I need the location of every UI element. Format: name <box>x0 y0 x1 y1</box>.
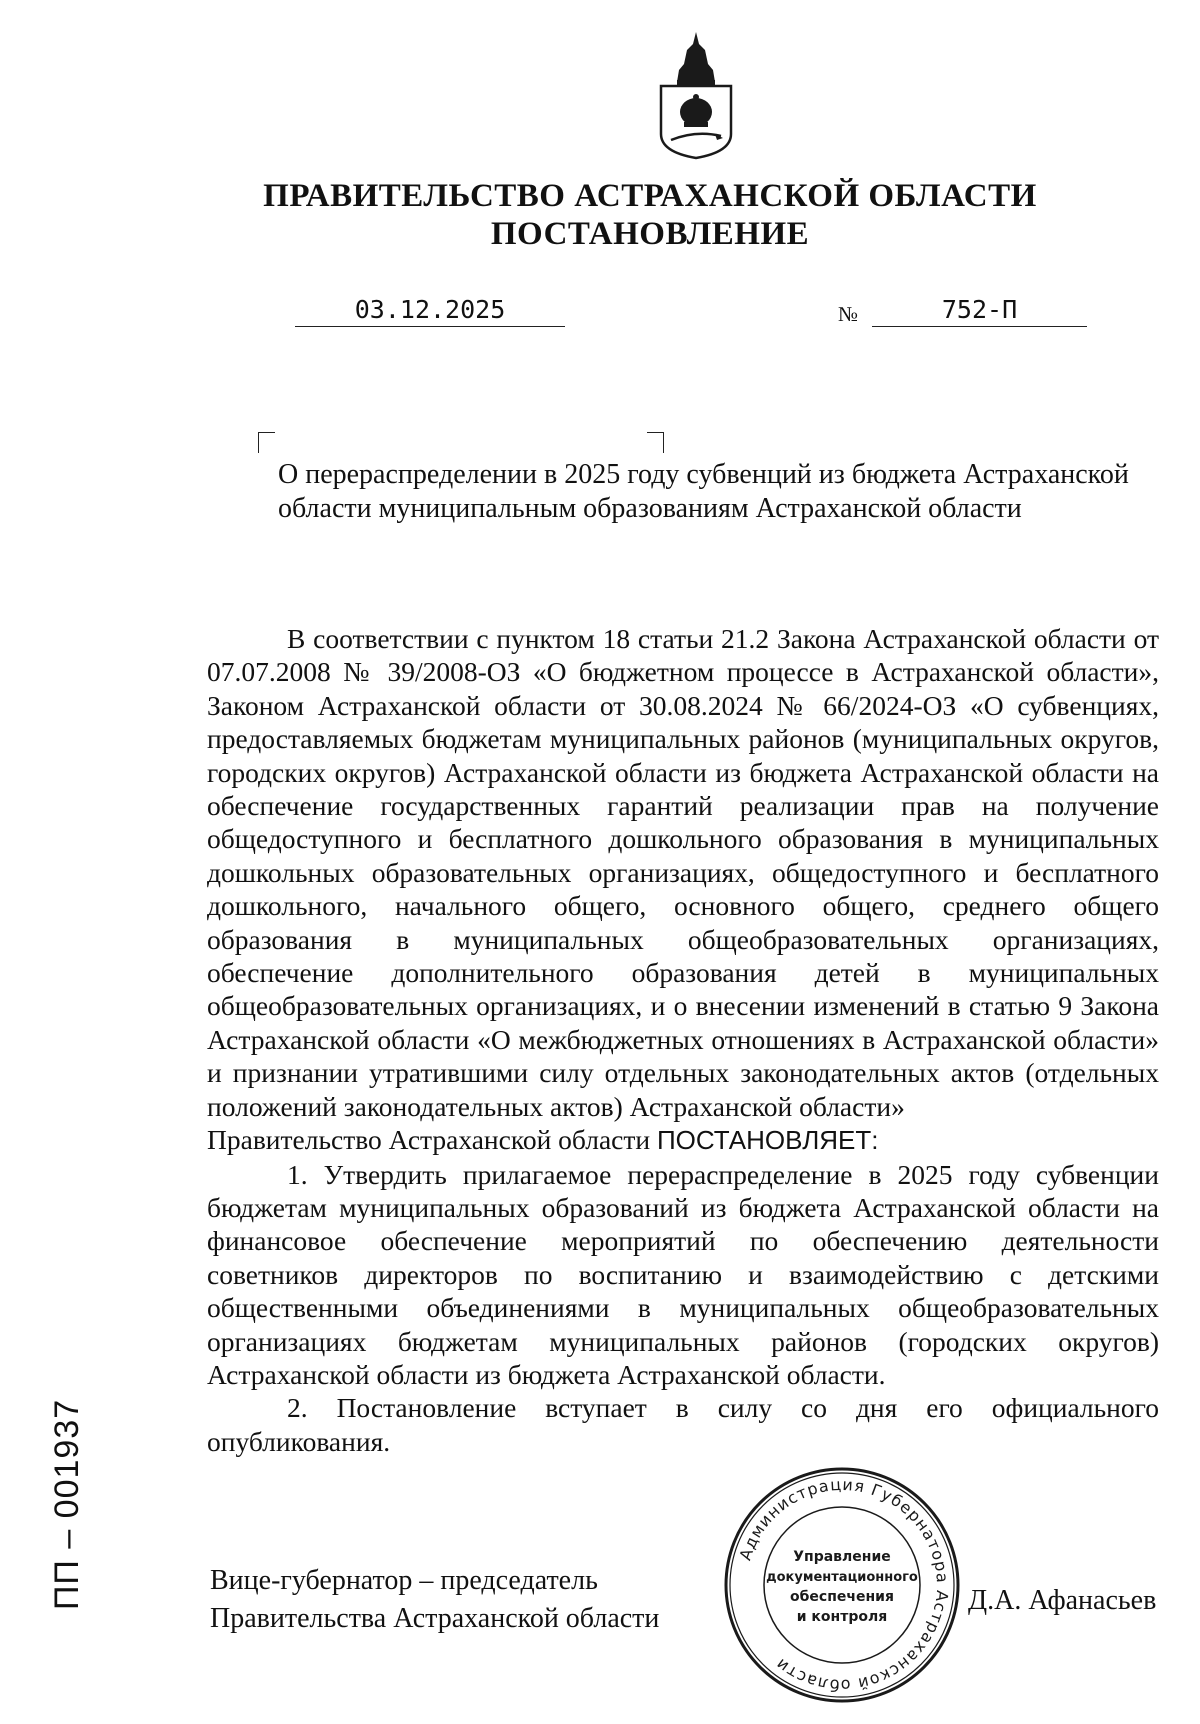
number-sign: № <box>838 302 859 326</box>
signatory-name: Д.А. Афанасьев <box>968 1585 1157 1616</box>
signatory-title-line1: Вице-губернатор – председатель <box>210 1565 598 1596</box>
signatory-title-line2: Правительства Астраханской области <box>210 1603 660 1634</box>
resolution-word: ПОСТАНОВЛЯЕТ: <box>656 1125 879 1156</box>
signatory-title <box>210 1562 659 1638</box>
stamp-line3: обеспечения <box>790 1589 894 1605</box>
item-2: 2. Постановление вступает в силу со дня его официального опубликования. <box>207 1392 1159 1457</box>
subject-corner-left <box>258 432 275 453</box>
preamble-paragraph: В соответствии с пунктом 18 статьи 21.2 Закона Астраханской области от 07.07.2008 № 39/2008-ОЗ «О бюджетном процессе в Астраханской области», Законом Астраханской области от 30.08.2024 № 66/2024-ОЗ «О субвенциях, предоставляемых бюджетам муниципальных районов (муниципальных округов, городских округов) Астраханской области из бюджета Астраханской области на обеспечение государственных гарантий реализации прав на получение общедоступного и бесплатного дошкольного образования в муниципальных дошкольных образовательных организациях, общедоступного и бесплатного дошкольного, начального общего, основного общего, среднего общего образования в муниципальных общеобразовательных организациях, обеспечение дополнительного образования детей в муниципальных общеобразовательных организациях, и о внесении изменений в статью 9 Закона Астраханской области «О межбюджетных отношениях в Астраханской области» и признании утратившими силу отдельных законодательных актов (отдельных положений законодательных актов) Астраханской области» <box>207 623 1159 1122</box>
document-date: 03.12.2025 <box>295 295 565 327</box>
document-type-title: ПОСТАНОВЛЕНИЕ <box>490 216 810 252</box>
resolution-lead: Правительство Астраханской области <box>207 1124 651 1156</box>
stamp-line4: и контроля <box>796 1609 888 1625</box>
item-1: 1. Утвердить прилагаемое перераспределение в 2025 году субвенции бюджетам муниципальных образований из бюджета Астраханской области на финансовое обеспечение мероприятий по обеспечению деятельности советников директоров по воспитанию и взаимодействию с детскими общественными объединениями в муниципальных общеобразовательных организациях бюджетам муниципальных районов (городских округов) Астраханской области из бюджета Астраханской области. <box>207 1158 1159 1390</box>
document-subject: О перераспределении в 2025 году субвенций из бюджета Астраханской области муниципальным образованиям Астраханской области <box>278 459 1129 524</box>
stamp-outer-text: Администрация Губернатора Астраханской области <box>735 1474 953 1696</box>
margin-code-text: ПП – 001937 <box>48 1398 86 1610</box>
organization-title: ПРАВИТЕЛЬСТВО АСТРАХАНСКОЙ ОБЛАСТИ <box>263 178 1037 214</box>
official-stamp <box>722 1465 962 1705</box>
stamp-line1: Управление <box>793 1549 891 1565</box>
document-number: 752-П <box>872 295 1087 327</box>
coat-of-arms-emblem <box>655 30 737 160</box>
subject-corner-right <box>647 432 664 453</box>
resolution-line <box>207 1123 1159 1157</box>
stamp-line2: документационного <box>766 1570 918 1585</box>
document-body <box>207 622 1159 1458</box>
